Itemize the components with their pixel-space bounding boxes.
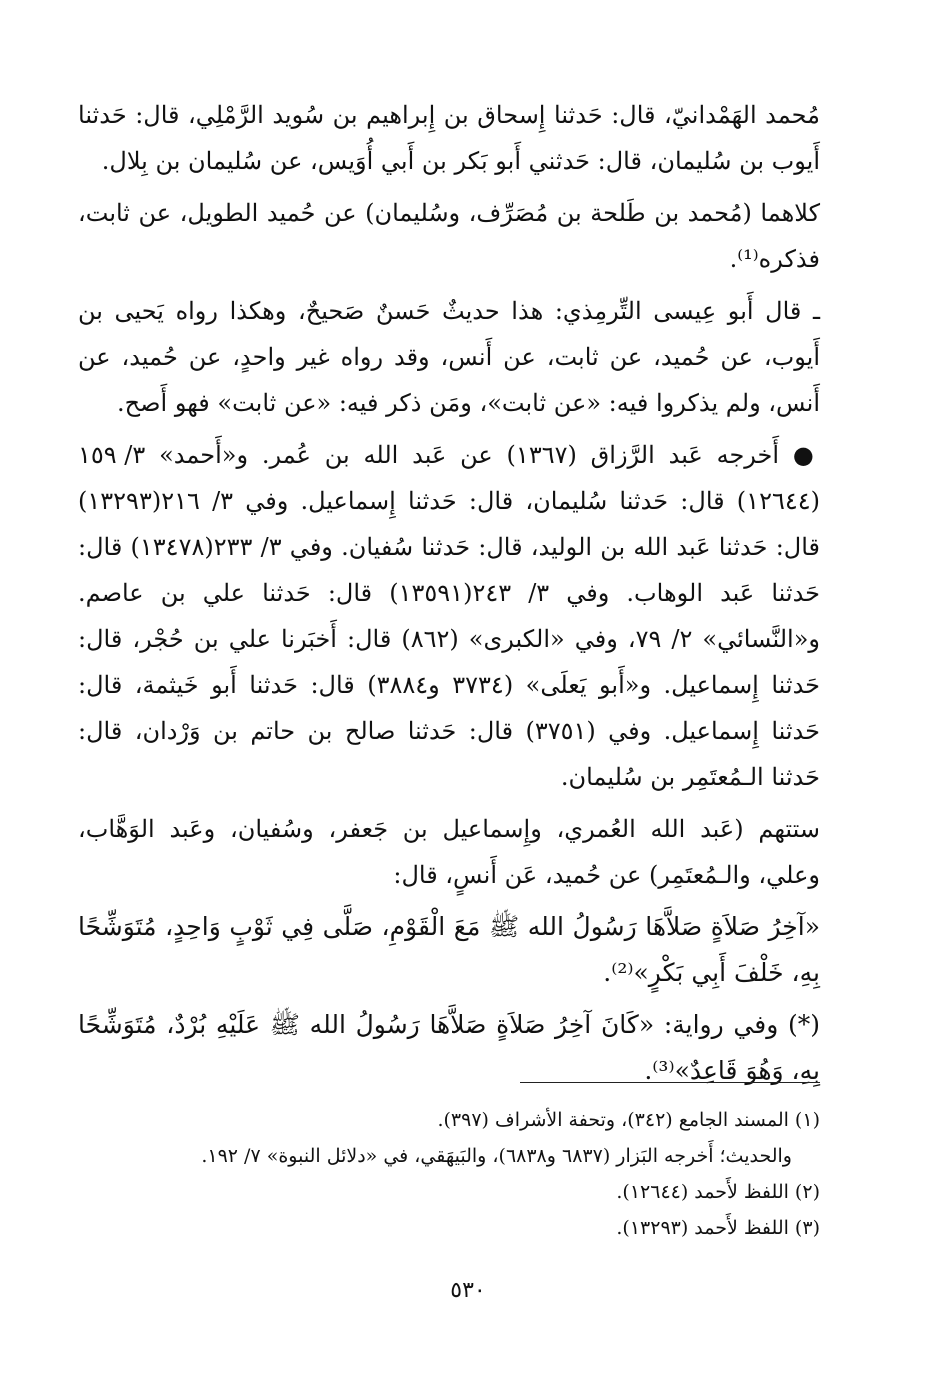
footnote-divider (520, 1082, 820, 1083)
paragraph-isnad-1: مُحمد الهَمْدانيّ، قال: حَدثنا إِسحاق بن إِبراهيم بن سُويد الرَّمْلِي، قال: حَدثنا أَيوب بن سُليمان، قال: حَدثني أَبو بَكر بن أَبي أُوَيس، عن سُليمان بن بِلال. (78, 101, 821, 175)
footnotes (78, 1102, 820, 1246)
footnote-1-continued: والحديث؛ أَخرجه البَزار (٦٨٣٧ و٦٨٣٨)، والبَيهَقي، في «دلائل النبوة» ٧/ ١٩٢. (201, 1145, 792, 1167)
page-number: ٥٣٠ (450, 1278, 486, 1303)
paragraph-isnad-2: كلاهما (مُحمد بن طَلحة بن مُصَرِّف، وسُليمان) عن حُميد الطويل، عن ثابت، فذكره⁽¹⁾. (78, 199, 820, 273)
paragraph-isnad-3: ستتهم (عَبد الله العُمري، وإِسماعيل بن جَعفر، وسُفيان، وعَبد الوَهَّاب، وعلي، والـمُعتَمِر) عن حُميد، عَن أَنسٍ، قال: (78, 815, 820, 889)
footnote-1: (١) المسند الجامع (٣٤٢)، وتحفة الأشراف (٣٩٧). (437, 1109, 820, 1131)
paragraph-riwaya: (*) وفي رواية: «كَانَ آخِرُ صَلاَةٍ صَلاَّهَا رَسُولُ الله ﷺ عَلَيْهِ بُرْدٌ، مُتَوَشِّحًا بِهِ، وَهُوَ قَاعِدٌ»⁽³⁾. (78, 1010, 820, 1085)
paragraph-tirmidhi-comment: ـ قال أَبو عِيسى التِّرمِذي: هذا حديثٌ حَسنٌ صَحيحٌ، وهكذا رواه يَحيى بن أَيوب، عن حُميد، عن ثابت، عن أَنس، وقد رواه غير واحدٍ، عن حُميد، عن أَنس، ولم يذكروا فيه: «عن ثابت»، ومَن ذكر فيه: «عن ثابت» فهو أَصح. (78, 297, 820, 417)
footnote-2: (٢) اللفظ لأَحمد (١٢٦٤٤). (616, 1181, 820, 1203)
paragraph-hadith-matn: «آخِرُ صَلاَةٍ صَلاَّهَا رَسُولُ الله ﷺ مَعَ الْقَوْمِ، صَلَّى فِي ثَوْبٍ وَاحِدٍ، مُتَوَشِّحًا بِهِ، خَلْفَ أَبِي بَكْرٍ»⁽²⁾. (78, 912, 820, 987)
paragraph-takhrij: ● أَخرجه عَبد الرَّزاق (١٣٦٧) عن عَبد الله بن عُمر. و«أَحمد» ٣/ ١٥٩ (١٢٦٤٤) قال: حَدثنا سُليمان، قال: حَدثنا إِسماعيل. وفي ٣/ ٢١٦(١٣٢٩٣) قال: حَدثنا عَبد الله بن الوليد، قال: حَدثنا سُفيان. وفي ٣/ ٢٣٣(١٣٤٧٨) قال: حَدثنا عَبد الوهاب. وفي ٣/ ٢٤٣(١٣٥٩١) قال: حَدثنا علي بن عاصم. و«النَّسائي» ٢/ ٧٩، وفي «الكبرى» (٨٦٢) قال: أَخبَرنا علي بن حُجْر، قال: حَدثنا إِسماعيل. و«أَبو يَعلَى» (٣٧٣٤ و٣٨٨٤) قال: حَدثنا أَبو خَيثمة، قال: حَدثنا إِسماعيل. وفي (٣٧٥١) قال: حَدثنا صالح بن حاتم بن وَرْدان، قال: حَدثنا الـمُعتَمِر بن سُليمان. (78, 441, 821, 791)
footnote-3: (٣) اللفظ لأَحمد (١٣٢٩٣). (616, 1217, 820, 1239)
main-text (78, 92, 820, 1100)
